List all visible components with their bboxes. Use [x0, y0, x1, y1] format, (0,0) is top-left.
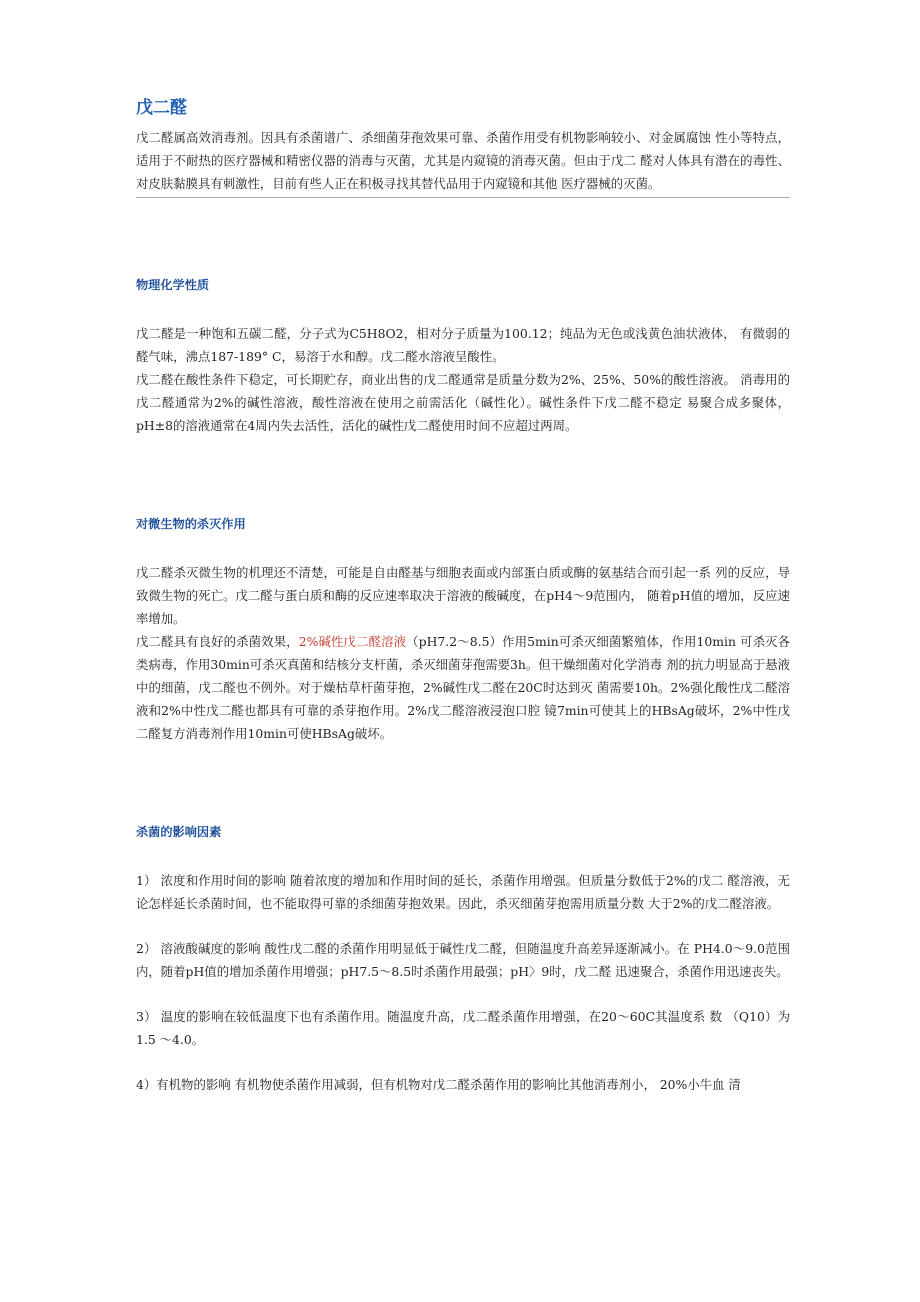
document-page	[136, 96, 790, 1096]
microbe-p2-post: （pH7.2～8.5）作用5min可杀灭细菌繁殖体，作用10min 可杀灭各类病毒，作用30min可杀灭真菌和结核分支杆菌，杀灭细菌芽孢需要3h。但干燥细菌对化学消毒 剂的抗力明显高于悬液中的细菌，戊二醛也不例外。对于燥枯草杆菌芽抱，2%碱性戊二醛在20C时达到灭 菌需要10h。2%强化酸性戊二醛溶液和2%中性戊二醛也都具有可靠的杀芽抱作用。2%戊二醛溶液浸泡口腔 镜7min可使其上的HBsAg破坏，2%中性戊二醛复方消毒剂作用10min可使HBsAg破坏。	[136, 634, 791, 741]
factor-item-2: 2） 溶液酸碱度的影响 酸性戊二醛的杀菌作用明显低于碱性戊二醛，但随温度升高差异逐渐减小。在 PH4.0～9.0范围内，随着pH值的增加杀菌作用增强；pH7.5～8.5时杀菌作用最强；pH〉9时，戊二醛 迅速聚合，杀菌作用迅速丧失。	[136, 941, 790, 979]
heading-microbe: 对微生物的杀灭作用	[136, 517, 246, 531]
factor-item-4: 4）有机物的影响 有机物使杀菌作用减弱，但有机物对戊二醛杀菌作用的影响比其他消毒剂小， 20%小牛血 清	[136, 1077, 741, 1092]
microbe-p2-pre: 戊二醛具有良好的杀菌效果，	[136, 634, 299, 649]
microbe-paragraph-1: 戊二醛杀灭微生物的机理还不清楚，可能是自由醛基与细胞表面或内部蛋白质或酶的氨基结合而引起一系 列的反应，导致微生物的死亡。戊二醛与蛋白质和酶的反应速率取决于溶液的酸碱度，在pH4～9范围内， 随着pH值的增加，反应速率增加。	[136, 565, 790, 626]
factor-item-1: 1） 浓度和作用时间的影响 随着浓度的增加和作用时间的延长，杀菌作用增强。但质量分数低于2%的戊二 醛溶液，无论怎样延长杀菌时间，也不能取得可靠的杀细菌芽抱效果。因此，杀灭细菌芽抱需用质量分数 大于2%的戊二醛溶液。	[136, 873, 790, 911]
intro-paragraph: 戊二醛属高效消毒剂。因具有杀菌谱广、杀细菌芽孢效果可靠、杀菌作用受有机物影响较小、对金属腐蚀 性小等特点，适用于不耐热的医疗器械和精密仪器的消毒与灭菌，尤其是内窥镜的消毒灭菌。但由于戊二 醛对人体具有潜在的毒性、对皮肤黏膜具有刺激性，目前有些人正在积极寻找其替代品用于内窥镜和其他 医疗器械的灭菌。	[136, 130, 790, 191]
physchem-paragraph-1: 戊二醛是一种饱和五碳二醛，分子式为C5H8O2，相对分子质量为100.12；纯品为无色或浅黄色油状液体， 有微弱的醛气味，沸点187-189° C，易溶于水和醇。戊二醛水溶液呈酸性。	[136, 326, 790, 364]
factor-item-3: 3） 温度的影响在较低温度下也有杀菌作用。随温度升高，戊二醛杀菌作用增强，在20～60C其温度系 数 （Q10）为 1.5 ～4.0。	[136, 1009, 790, 1047]
microbe-paragraph-2	[136, 630, 790, 745]
document-title: 戊二醛	[136, 98, 187, 118]
highlighted-solution-text: 2%碱性戊二醛溶液	[298, 634, 407, 649]
heading-physchem: 物理化学性质	[136, 278, 210, 292]
heading-factors: 杀菌的影响因素	[136, 825, 222, 839]
physchem-paragraph-2: 戊二醛在酸性条件下稳定，可长期贮存，商业出售的戊二醛通常是质量分数为2%、25%、50%的酸性溶液。 消毒用的戊二醛通常为2%的碱性溶液，酸性溶液在使用之前需活化（碱性化）。碱性条件下戊二醛不稳定 易聚合成多聚体，pH±8的溶液通常在4周内失去活性，活化的碱性戊二醛使用时间不应超过两周。	[136, 372, 790, 433]
